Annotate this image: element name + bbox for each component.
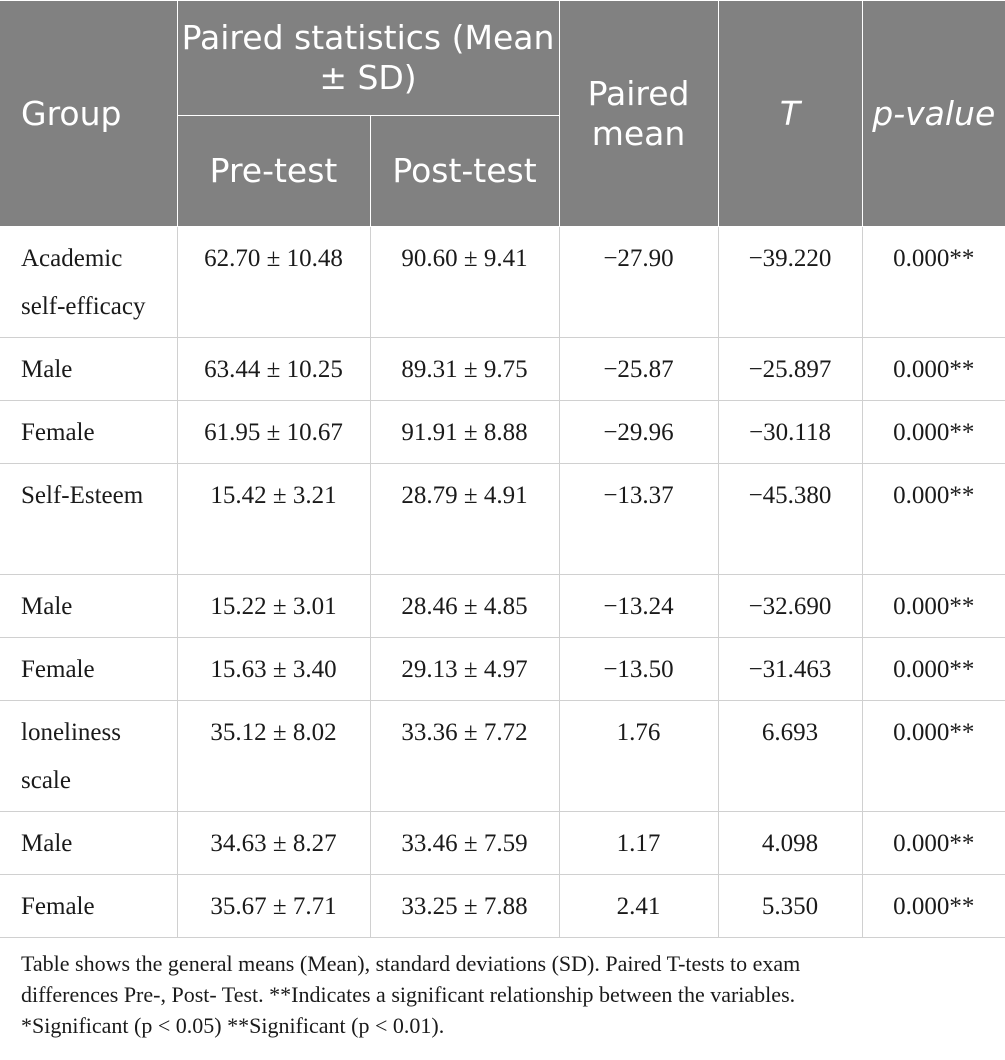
row-label: loneliness scale: [0, 701, 177, 812]
p-value-cell: 0.000**: [862, 338, 1005, 401]
post-test-cell: 91.91 ± 8.88: [370, 401, 559, 464]
t-cell: −25.897: [718, 338, 862, 401]
post-test-cell: 28.79 ± 4.91: [370, 464, 559, 575]
paired-mean-cell: −13.50: [559, 638, 718, 701]
post-test-cell: 90.60 ± 9.41: [370, 227, 559, 338]
post-test-cell: 28.46 ± 4.85: [370, 575, 559, 638]
pre-test-cell: 34.63 ± 8.27: [177, 812, 370, 875]
header-p-value: [862, 1, 1005, 227]
post-test-cell: 89.31 ± 9.75: [370, 338, 559, 401]
p-value-cell: 0.000**: [862, 638, 1005, 701]
table-row: [0, 575, 1005, 638]
table-row: [0, 701, 1005, 812]
row-label: Female: [0, 638, 177, 701]
row-label: Female: [0, 875, 177, 938]
pre-test-cell: 63.44 ± 10.25: [177, 338, 370, 401]
paired-mean-cell: −29.96: [559, 401, 718, 464]
row-label: Male: [0, 812, 177, 875]
t-cell: −31.463: [718, 638, 862, 701]
header-row-top: [0, 1, 1005, 116]
t-cell: 6.693: [718, 701, 862, 812]
t-cell: −32.690: [718, 575, 862, 638]
table-row: [0, 638, 1005, 701]
table-row: [0, 812, 1005, 875]
header-paired-mean: Paired mean: [559, 1, 718, 227]
p-value-cell: 0.000**: [862, 575, 1005, 638]
t-cell: −39.220: [718, 227, 862, 338]
table-row: [0, 338, 1005, 401]
footnote-line-3: *Significant (p < 0.05) **Significant (p < 0.01).: [21, 1013, 445, 1038]
pre-test-cell: 62.70 ± 10.48: [177, 227, 370, 338]
post-test-cell: 33.25 ± 7.88: [370, 875, 559, 938]
header-pre-test: Pre-test: [177, 116, 370, 227]
header-group: Group: [0, 1, 177, 227]
p-value-cell: 0.000**: [862, 812, 1005, 875]
paired-mean-cell: −27.90: [559, 227, 718, 338]
paired-mean-cell: −13.24: [559, 575, 718, 638]
header-paired-statistics: Paired statistics (Mean ± SD): [177, 1, 559, 116]
row-label: Male: [0, 575, 177, 638]
table-row: [0, 227, 1005, 338]
pre-test-cell: 35.12 ± 8.02: [177, 701, 370, 812]
footnote-line-2: differences Pre-, Post- Test. **Indicates a significant relationship between the variables.: [21, 982, 796, 1007]
paired-mean-cell: −25.87: [559, 338, 718, 401]
post-test-cell: 33.36 ± 7.72: [370, 701, 559, 812]
paired-mean-cell: 2.41: [559, 875, 718, 938]
paired-mean-cell: −13.37: [559, 464, 718, 575]
row-label: Female: [0, 401, 177, 464]
p-value-cell: 0.000**: [862, 401, 1005, 464]
t-cell: 5.350: [718, 875, 862, 938]
t-cell: 4.098: [718, 812, 862, 875]
table-row: [0, 401, 1005, 464]
header-p-value-text: p-value: [872, 93, 996, 133]
pre-test-cell: 61.95 ± 10.67: [177, 401, 370, 464]
pre-test-cell: 35.67 ± 7.71: [177, 875, 370, 938]
row-label: Self-Esteem: [0, 464, 177, 575]
footnote-line-1: Table shows the general means (Mean), standard deviations (SD). Paired T-tests to exam: [21, 951, 801, 976]
t-cell: −45.380: [718, 464, 862, 575]
header-post-test: Post-test: [370, 116, 559, 227]
pre-test-cell: 15.42 ± 3.21: [177, 464, 370, 575]
table-row: [0, 875, 1005, 938]
row-label: Male: [0, 338, 177, 401]
t-cell: −30.118: [718, 401, 862, 464]
paired-mean-cell: 1.17: [559, 812, 718, 875]
post-test-cell: 33.46 ± 7.59: [370, 812, 559, 875]
p-value-cell: 0.000**: [862, 701, 1005, 812]
post-test-cell: 29.13 ± 4.97: [370, 638, 559, 701]
paired-mean-cell: 1.76: [559, 701, 718, 812]
row-label: Academic self-efficacy: [0, 227, 177, 338]
p-value-cell: 0.000**: [862, 227, 1005, 338]
header-t: T: [718, 1, 862, 227]
pre-test-cell: 15.63 ± 3.40: [177, 638, 370, 701]
p-value-cell: 0.000**: [862, 875, 1005, 938]
p-value-cell: 0.000**: [862, 464, 1005, 575]
pre-test-cell: 15.22 ± 3.01: [177, 575, 370, 638]
table-row: [0, 464, 1005, 575]
table-footnote: [21, 948, 996, 1041]
